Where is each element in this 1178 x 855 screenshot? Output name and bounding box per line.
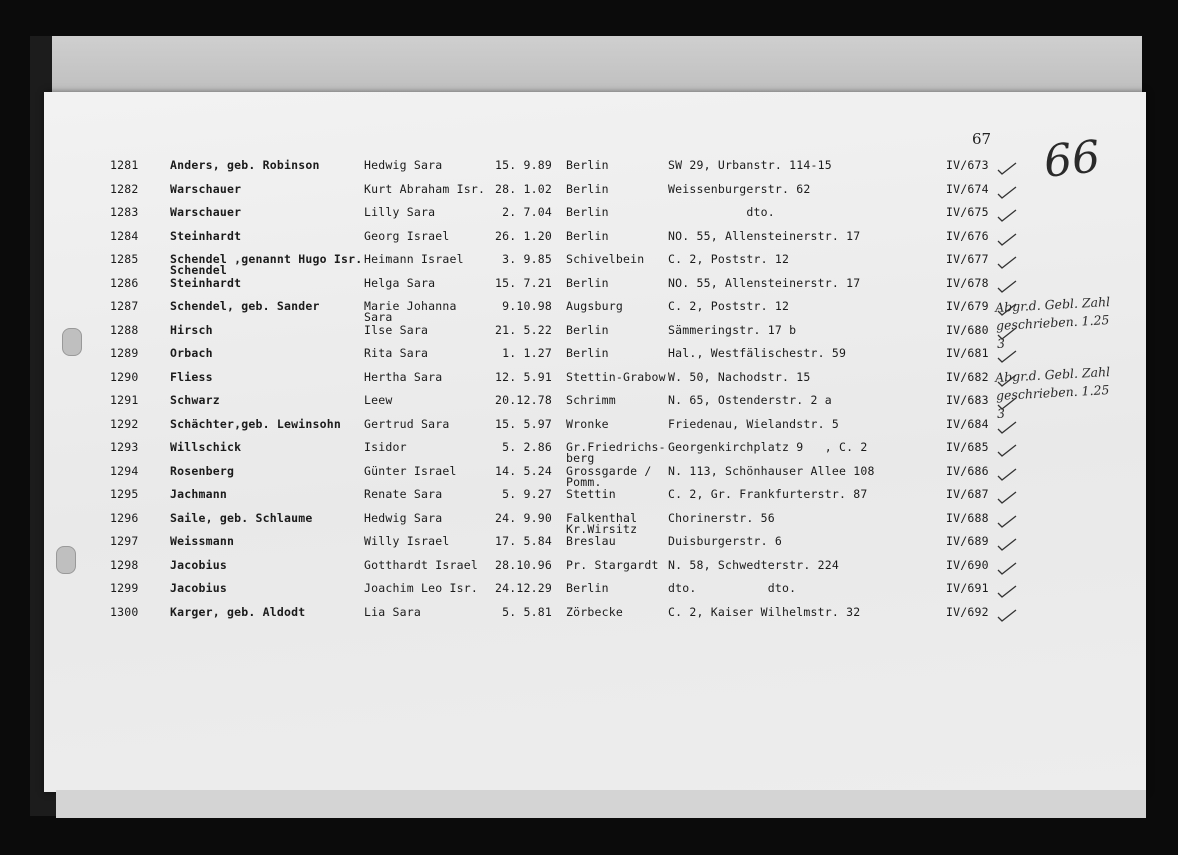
row-number: 1299: [110, 581, 139, 595]
reference-number: IV/690: [946, 557, 989, 572]
checkmark-icon: [996, 162, 1018, 176]
reference-number: IV/677: [946, 252, 989, 266]
checkmark-icon: [996, 209, 1018, 223]
address: Friedenau, Wielandstr. 5: [668, 416, 839, 431]
birth-date: 28. 1.02: [495, 181, 552, 196]
table-row: [0, 254, 1178, 276]
checkmark-icon: [996, 280, 1018, 294]
row-number: 1292: [110, 416, 139, 431]
birth-place: Falkenthal Kr.Wirsitz: [566, 510, 638, 536]
surname: Jacobius: [170, 557, 227, 572]
row-number: 1300: [110, 604, 139, 619]
birth-place: Berlin: [566, 346, 609, 360]
table-row: [0, 489, 1178, 511]
given-name: Kurt Abraham Isr.: [364, 181, 486, 196]
row-number: 1289: [110, 346, 139, 360]
birth-place: Breslau: [566, 534, 616, 548]
surname: Weissmann: [170, 534, 235, 548]
given-name: Leew: [364, 393, 393, 407]
table-row: [0, 228, 1178, 253]
given-name: Gotthardt Israel: [364, 557, 478, 572]
address: Sämmeringstr. 17 b: [668, 322, 797, 337]
birth-place: Stettin: [566, 487, 616, 501]
checkmark-icon: [996, 515, 1018, 529]
checkmark-icon: [996, 562, 1018, 576]
surname: Steinhardt: [170, 228, 242, 243]
birth-date: 14. 5.24: [495, 463, 552, 478]
row-number: 1298: [110, 557, 139, 572]
given-name: Joachim Leo Isr.: [364, 581, 478, 595]
given-name: Lia Sara: [364, 604, 421, 619]
surname: Warschauer: [170, 205, 242, 219]
surname: Schendel ,genannt Hugo Isr. Schendel: [170, 252, 363, 277]
row-number: 1285: [110, 252, 139, 266]
birth-place: Stettin-Grabow: [566, 369, 666, 384]
birth-date: 2. 7.04: [502, 205, 552, 219]
reference-number: IV/676: [946, 228, 989, 243]
reference-number: IV/685: [946, 440, 989, 454]
surname: Willschick: [170, 440, 242, 454]
address: dto.: [668, 205, 775, 219]
row-number: 1290: [110, 369, 139, 384]
birth-date: 24.12.29: [495, 581, 552, 595]
reference-number: IV/678: [946, 275, 989, 290]
checkmark-icon: [996, 538, 1018, 552]
checkmark-icon: [996, 233, 1018, 247]
birth-place: Berlin: [566, 158, 609, 172]
table-row: [0, 275, 1178, 300]
address: Weissenburgerstr. 62: [668, 181, 811, 196]
row-number: 1286: [110, 275, 139, 290]
birth-date: 20.12.78: [495, 393, 552, 407]
table-row: [0, 442, 1178, 464]
given-name: Willy Israel: [364, 534, 450, 548]
address: dto. dto.: [668, 581, 797, 595]
table-row: [0, 583, 1178, 605]
birth-place: Zörbecke: [566, 604, 623, 619]
table-row: [0, 510, 1178, 536]
table-row: [0, 604, 1178, 629]
birth-place: Pr. Stargardt: [566, 557, 659, 572]
row-number: 1282: [110, 181, 139, 196]
checkmark-icon: [996, 609, 1018, 623]
given-name: Günter Israel: [364, 463, 457, 478]
surname: Karger, geb. Aldodt: [170, 604, 306, 619]
reference-number: IV/683: [946, 393, 989, 407]
row-number: 1288: [110, 322, 139, 337]
birth-place: Schivelbein: [566, 252, 645, 266]
row-number: 1293: [110, 440, 139, 454]
surname: Schwarz: [170, 393, 220, 407]
given-name: Hertha Sara: [364, 369, 443, 384]
birth-place: Berlin: [566, 581, 609, 595]
given-name: Georg Israel: [364, 228, 450, 243]
row-number: 1296: [110, 510, 139, 525]
reference-number: IV/674: [946, 181, 989, 196]
checkmark-icon: [996, 444, 1018, 458]
birth-date: 9.10.98: [502, 299, 552, 313]
film-edge-bottom: [56, 790, 1146, 818]
address: Duisburgerstr. 6: [668, 534, 782, 548]
given-name: Lilly Sara: [364, 205, 436, 219]
birth-date: 15. 9.89: [495, 158, 552, 172]
table-row: [0, 160, 1178, 182]
birth-place: Berlin: [566, 181, 609, 196]
reference-number: IV/681: [946, 346, 989, 360]
birth-place: Augsburg: [566, 299, 623, 313]
birth-date: 24. 9.90: [495, 510, 552, 525]
birth-date: 5. 9.27: [502, 487, 552, 501]
birth-date: 3. 9.85: [502, 252, 552, 266]
row-number: 1295: [110, 487, 139, 501]
surname: Schächter,geb. Lewinsohn: [170, 416, 341, 431]
row-number: 1283: [110, 205, 139, 219]
birth-date: 17. 5.84: [495, 534, 552, 548]
reference-number: IV/688: [946, 510, 989, 525]
birth-date: 1. 1.27: [502, 346, 552, 360]
row-number: 1281: [110, 158, 139, 172]
birth-place: Berlin: [566, 228, 609, 243]
address: Hal., Westfälischestr. 59: [668, 346, 847, 360]
address: SW 29, Urbanstr. 114-15: [668, 158, 832, 172]
birth-date: 21. 5.22: [495, 322, 552, 337]
surname: Fliess: [170, 369, 213, 384]
surname: Saile, geb. Schlaume: [170, 510, 313, 525]
birth-date: 26. 1.20: [495, 228, 552, 243]
table-row: [0, 463, 1178, 489]
surname: Steinhardt: [170, 275, 242, 290]
surname: Hirsch: [170, 322, 213, 337]
handwritten-note: Abgr.d. Gebl. Zahl geschrieben. 1.25 3: [994, 364, 1111, 421]
surname: Jachmann: [170, 487, 227, 501]
reference-number: IV/673: [946, 158, 989, 172]
surname: Jacobius: [170, 581, 227, 595]
address: NO. 55, Allensteinerstr. 17: [668, 275, 861, 290]
given-name: Isidor: [364, 440, 407, 454]
surname: Schendel, geb. Sander: [170, 299, 320, 313]
birth-place: Schrimm: [566, 393, 616, 407]
given-name: Ilse Sara: [364, 322, 429, 337]
film-edge-top: [52, 36, 1142, 100]
address: C. 2, Poststr. 12: [668, 252, 790, 266]
address: N. 65, Ostenderstr. 2 a: [668, 393, 832, 407]
given-name: Hedwig Sara: [364, 510, 443, 525]
address: Georgenkirchplatz 9 , C. 2: [668, 440, 868, 454]
table-row: [0, 536, 1178, 558]
address: N. 113, Schönhauser Allee 108: [668, 463, 875, 478]
address: N. 58, Schwedterstr. 224: [668, 557, 839, 572]
address: NO. 55, Allensteinerstr. 17: [668, 228, 861, 243]
address: Chorinerstr. 56: [668, 510, 775, 525]
birth-place: Grossgarde / Pomm.: [566, 463, 652, 489]
row-number: 1297: [110, 534, 139, 548]
birth-place: Wronke: [566, 416, 609, 431]
given-name: Helga Sara: [364, 275, 436, 290]
birth-date: 12. 5.91: [495, 369, 552, 384]
birth-date: 5. 5.81: [502, 604, 552, 619]
given-name: Heimann Israel: [364, 252, 464, 266]
table-row: [0, 181, 1178, 206]
reference-number: IV/689: [946, 534, 989, 548]
given-name: Rita Sara: [364, 346, 429, 360]
surname: Rosenberg: [170, 463, 235, 478]
checkmark-icon: [996, 491, 1018, 505]
reference-number: IV/687: [946, 487, 989, 501]
handwritten-page-number: 66: [1041, 131, 1103, 188]
given-name: Renate Sara: [364, 487, 443, 501]
reference-number: IV/675: [946, 205, 989, 219]
address: C. 2, Gr. Frankfurterstr. 87: [668, 487, 868, 501]
reference-number: IV/679: [946, 299, 989, 313]
reference-number: IV/691: [946, 581, 989, 595]
address: W. 50, Nachodstr. 15: [668, 369, 811, 384]
surname: Warschauer: [170, 181, 242, 196]
birth-place: Berlin: [566, 205, 609, 219]
checkmark-icon: [996, 468, 1018, 482]
table-row: [0, 557, 1178, 582]
reference-number: IV/684: [946, 416, 989, 431]
surname: Orbach: [170, 346, 213, 360]
birth-place: Berlin: [566, 322, 609, 337]
checkmark-icon: [996, 585, 1018, 599]
row-number: 1284: [110, 228, 139, 243]
reference-number: IV/686: [946, 463, 989, 478]
page-number: 67: [972, 130, 992, 148]
row-number: 1294: [110, 463, 139, 478]
birth-date: 5. 2.86: [502, 440, 552, 454]
checkmark-icon: [996, 186, 1018, 200]
birth-place: Berlin: [566, 275, 609, 290]
table-row: [0, 207, 1178, 229]
handwritten-note: Abgr.d. Gebl. Zahl geschrieben. 1.25 3: [994, 294, 1111, 351]
checkmark-icon: [996, 256, 1018, 270]
birth-date: 15. 7.21: [495, 275, 552, 290]
given-name: Hedwig Sara: [364, 158, 443, 172]
surname: Anders, geb. Robinson: [170, 158, 320, 172]
row-number: 1287: [110, 299, 139, 313]
reference-number: IV/682: [946, 369, 989, 384]
birth-date: 28.10.96: [495, 557, 552, 572]
given-name: Gertrud Sara: [364, 416, 450, 431]
reference-number: IV/680: [946, 322, 989, 337]
reference-number: IV/692: [946, 604, 989, 619]
address: C. 2, Poststr. 12: [668, 299, 790, 313]
birth-date: 15. 5.97: [495, 416, 552, 431]
address: C. 2, Kaiser Wilhelmstr. 32: [668, 604, 861, 619]
row-number: 1291: [110, 393, 139, 407]
birth-place: Gr.Friedrichs- berg: [566, 440, 666, 465]
given-name: Marie Johanna Sara: [364, 299, 457, 324]
